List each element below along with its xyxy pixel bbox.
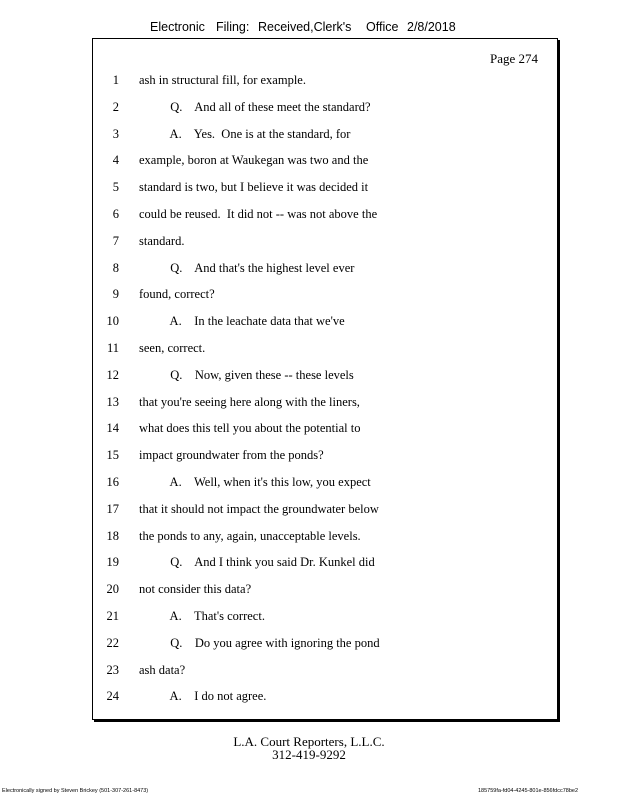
line-text: that you're seeing here along with the liners,	[139, 394, 360, 409]
line-text: ash in structural fill, for example.	[139, 73, 306, 87]
transcript-line	[93, 207, 557, 225]
line-text: example, boron at Waukegan was two and the	[139, 153, 369, 168]
transcript-line	[93, 475, 557, 493]
line-text: the ponds to any, again, unacceptable levels.	[139, 528, 361, 543]
transcript-line	[93, 234, 557, 252]
line-number: 4	[112, 153, 119, 168]
line-number: 2	[112, 99, 119, 114]
header-received: Received,Clerk's	[258, 20, 352, 34]
transcript-line	[93, 261, 557, 279]
transcript-line	[93, 555, 557, 573]
line-text: standard is two, but I believe it was decided it	[139, 180, 369, 195]
line-number: 20	[106, 582, 119, 597]
transcript-line	[93, 314, 557, 332]
line-number: 11	[106, 341, 119, 355]
line-number: 9	[112, 287, 119, 302]
line-text: found, correct?	[139, 287, 215, 302]
line-text: Q. And all of these meet the standard?	[139, 99, 371, 114]
line-number: 13	[106, 394, 119, 409]
header-filing: Filing:	[216, 20, 250, 34]
transcript-line	[93, 663, 557, 681]
transcript-line	[93, 368, 557, 386]
line-number: 14	[106, 421, 119, 436]
line-text: A. I do not agree.	[139, 689, 267, 704]
line-text: what does this tell you about the potential to	[139, 421, 361, 436]
line-text: Q. Do you agree with ignoring the pond	[139, 635, 380, 650]
line-text: ash data?	[139, 662, 186, 677]
line-text: not consider this data?	[139, 582, 252, 597]
line-text: Q. And I think you said Dr. Kunkel did	[139, 555, 375, 570]
line-text: impact groundwater from the ponds?	[139, 448, 324, 463]
header-office: Office	[366, 20, 399, 34]
line-number: 22	[106, 635, 119, 650]
filing-header	[0, 20, 618, 38]
line-number: 5	[112, 180, 119, 195]
transcript-line	[93, 502, 557, 520]
line-number: 12	[106, 367, 119, 382]
line-text: A. Well, when it's this low, you expect	[139, 475, 371, 489]
line-number: 3	[112, 126, 119, 141]
footer-company: L.A. Court Reporters, L.L.C.	[233, 734, 385, 749]
e-signature: Electronically signed by Steven Brickey (501-307-261-8473)	[2, 788, 149, 794]
transcript-line	[93, 73, 557, 91]
document-hash: 185759fa-fd04-4245-801e-856fdcc78be2	[478, 788, 578, 794]
line-number: 23	[106, 662, 119, 677]
line-number: 8	[112, 260, 119, 275]
transcript-line	[93, 153, 557, 171]
line-number: 15	[106, 448, 119, 463]
line-number: 10	[106, 314, 119, 329]
page-number: Page 274	[489, 51, 538, 66]
transcript-line	[93, 609, 557, 627]
transcript-line	[93, 180, 557, 198]
transcript-line	[93, 582, 557, 600]
transcript-line	[93, 448, 557, 466]
line-text: Q. Now, given these -- these levels	[139, 367, 354, 382]
transcript-line	[93, 287, 557, 305]
transcript-line	[93, 395, 557, 413]
transcript-line	[93, 127, 557, 145]
line-text: could be reused. It did not -- was not above the	[139, 207, 378, 221]
header-electronic: Electronic	[150, 20, 205, 34]
transcript-line	[93, 100, 557, 118]
line-text: A. That's correct.	[139, 609, 265, 623]
transcript-line	[93, 529, 557, 547]
transcript-line	[93, 636, 557, 654]
line-number: 21	[106, 609, 119, 623]
line-number: 6	[112, 207, 119, 221]
line-number: 24	[106, 689, 119, 704]
header-date: 2/8/2018	[407, 20, 456, 34]
line-number: 17	[106, 501, 119, 516]
transcript-line	[93, 421, 557, 439]
line-text: A. Yes. One is at the standard, for	[139, 126, 351, 141]
line-text: standard.	[139, 233, 185, 248]
line-text: Q. And that's the highest level ever	[139, 260, 355, 275]
line-number: 18	[106, 528, 119, 543]
line-number: 19	[106, 555, 119, 570]
transcript-line	[93, 689, 557, 707]
line-text: that it should not impact the groundwater below	[139, 501, 379, 516]
line-number: 7	[112, 233, 119, 248]
footer-phone: 312-419-9292	[272, 747, 346, 762]
transcript-page	[92, 38, 558, 720]
line-text: seen, correct.	[139, 341, 206, 355]
line-number: 16	[106, 475, 119, 489]
line-text: A. In the leachate data that we've	[139, 314, 345, 329]
transcript-line	[93, 341, 557, 359]
line-number: 1	[112, 73, 119, 87]
